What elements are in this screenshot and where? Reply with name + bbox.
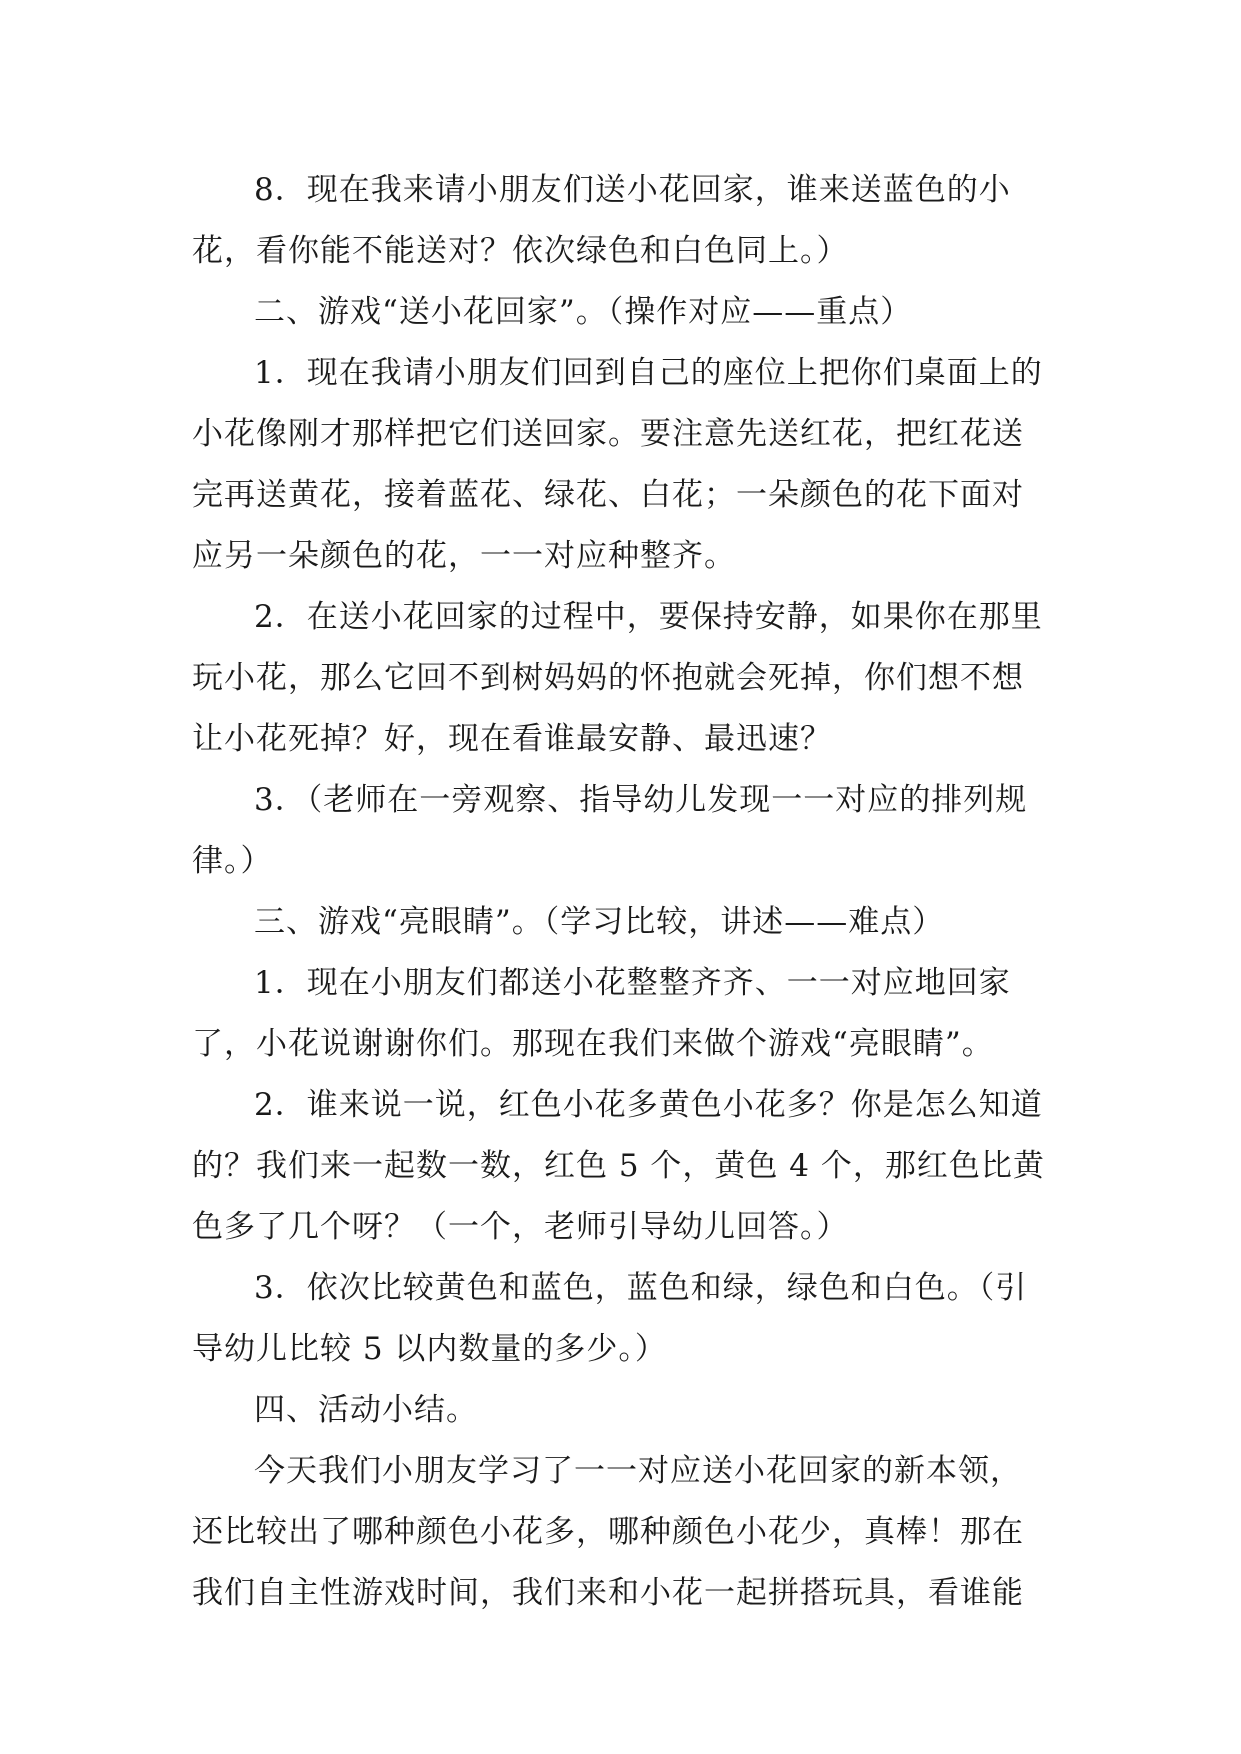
paragraph-3-step-1: 1．现在小朋友们都送小花整整齐齐、一一对应地回家了，小花说谢谢你们。那现在我们来做个游戏“亮眼睛”。 (192, 965, 1011, 1062)
section-heading-2: 二、游戏“送小花回家”。（操作对应——重点） (254, 294, 913, 330)
paragraph-2-step-1: 1．现在我请小朋友们回到自己的座位上把你们桌面上的小花像刚才那样把它们送回家。要注意先送红花，把红花送完再送黄花，接着蓝花、绿花、白花；一朵颜色的花下面对应另一朵颜色的花，一一对应种整齐。 (192, 355, 1043, 574)
paragraph-2-step-3: 3．（老师在一旁观察、指导幼儿发现一一对应的排列规律。） (192, 782, 1028, 879)
section-heading-3: 三、游戏“亮眼睛”。（学习比较，讲述——难点） (254, 904, 945, 940)
document-body (192, 160, 1052, 1624)
paragraph-step-8: 8．现在我来请小朋友们送小花回家，谁来送蓝色的小花，看你能不能送对？依次绿色和白色同上。） (192, 172, 1011, 269)
paragraph-3-step-3: 3．依次比较黄色和蓝色，蓝色和绿，绿色和白色。（引导幼儿比较 5 以内数量的多少。） (192, 1270, 1028, 1367)
paragraph-summary: 今天我们小朋友学习了一一对应送小花回家的新本领，还比较出了哪种颜色小花多，哪种颜色小花少，真棒！那在我们自主性游戏时间，我们来和小花一起拼搭玩具，看谁能 (192, 1453, 1024, 1611)
paragraph-3-step-2: 2．谁来说一说，红色小花多黄色小花多？你是怎么知道的？我们来一起数一数，红色 5 个，黄色 4 个，那红色比黄色多了几个呀？（一个，老师引导幼儿回答。） (192, 1087, 1045, 1245)
section-heading-4: 四、活动小结。 (254, 1392, 478, 1428)
paragraph-2-step-2: 2．在送小花回家的过程中，要保持安静，如果你在那里玩小花，那么它回不到树妈妈的怀抱就会死掉，你们想不想让小花死掉？好，现在看谁最安静、最迅速？ (192, 599, 1043, 757)
